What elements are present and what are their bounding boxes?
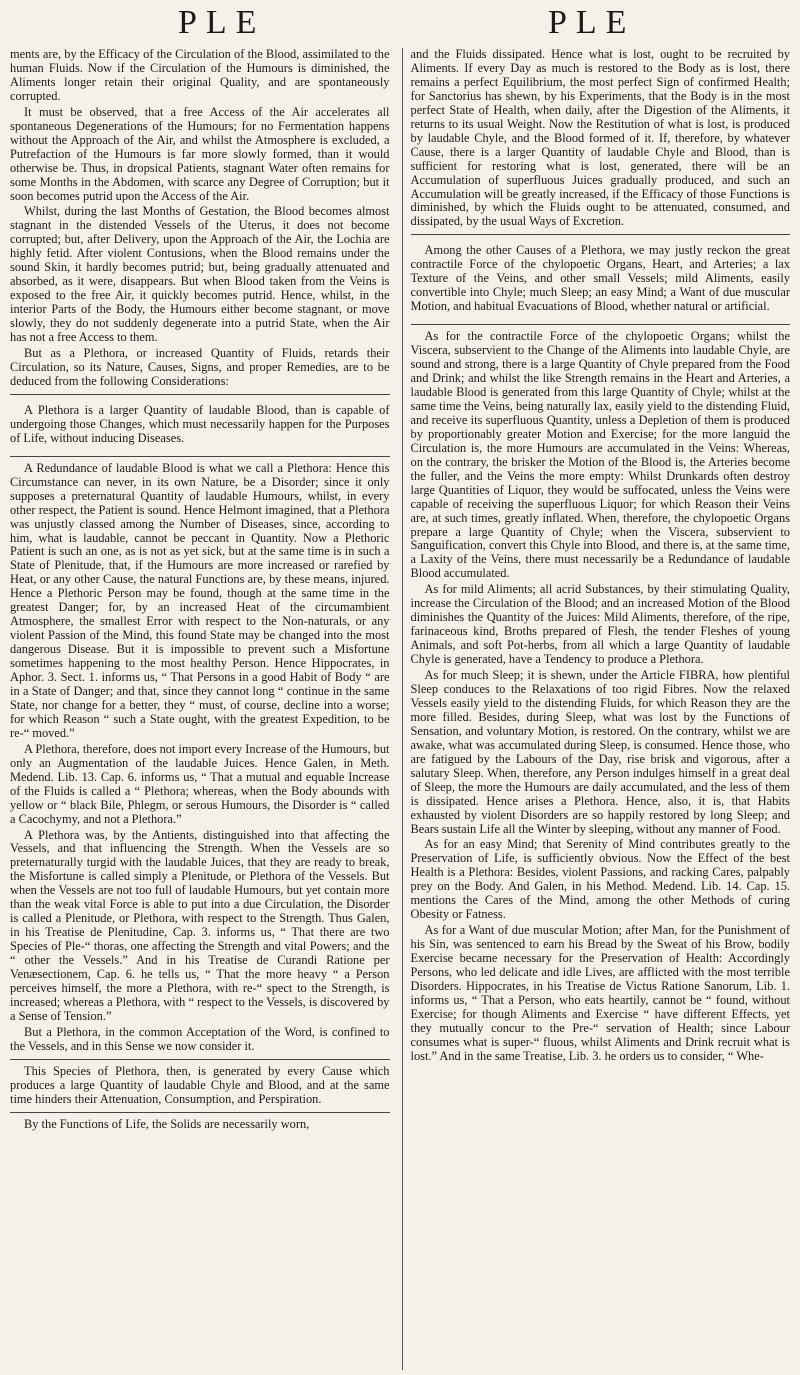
section-rule — [10, 1059, 390, 1060]
paragraph: A Plethora, therefore, does not import every Increase of the Humours, but only an Augmentation of the laudable Juices. Hence Galen, in Meth. Medend. Lib. 13. Cap. 6. informs us, “ That a mutual and equable Increase of the Fluids is called a “ Plethora; whereas, when the Body abounds with yellow or “ black Bile, Phlegm, or serous Humours, the Disorder is “ called a Cacochymy, and not a Plethora.” — [10, 741, 390, 826]
paragraph: As for a Want of due muscular Motion; after Man, for the Punishment of his Sin, was sentenced to earn his Bread by the Sweat of his Brow, bodily Exercise became necessary for the Preservation of Health: Accordingly Persons, who led delicate and idle Lives, are afflicted with the most terrible Disorders. Hippocrates, in his Treatise de Victus Ratione Sanorum, Lib. 1. informs us, “ That a Person, who eats heartily, cannot be “ found, without Exercise; for though Aliments and Exercise “ have different Effects, yet they mutually concur to the Pre-“ servation of Health; since Labour consumes what is super-“ fluous, whilst Aliments and Drink recruit what is lost.” And in the same Treatise, Lib. 3. he orders us to consider, “ Whe- — [410, 923, 790, 1063]
paragraph: This Species of Plethora, then, is generated by every Cause which produces a large Quantity of laudable Chyle and Blood, and at the same time hinders their Attenuation, Consumption, and Perspiration. — [10, 1063, 390, 1106]
paragraph: Among the other Causes of a Plethora, we may justly reckon the great contractile Force of the chylopoetic Organs, Heart, and Arteries; a lax Texture of the Veins, and other small Vessels; mild Aliments, easily convertible into Chyle; much Sleep; an easy Mind; a Want of due muscular Motion, and habitual Evacuations of Blood, whether natural or artificial. — [410, 243, 790, 314]
paragraph: As for an easy Mind; that Serenity of Mind contributes greatly to the Preservation of Life, is sufficiently obvious. Now the Effect of the best Health is a Plethora: Besides, violent Passions, and racking Cares, palpably prey on the Body. And Galen, in his Method. Medend. Lib. 14. Cap. 15. mentions the Cares of the Mind, among the other Methods of curing Obesity or Fatness. — [410, 837, 790, 922]
section-rule — [10, 394, 390, 395]
paragraph: As for much Sleep; it is shewn, under the Article FIBRA, how plentiful Sleep conduces to the Relaxations of too rigid Fibres. Now the relaxed Vessels easily yield to the distending Fluids, for which Reason they are the more filled. Besides, during Sleep, what was lost by the Functions of Sensation, and voluntary Motion, is restored. On the contrary, whilst we are awake, what was accumulated during Sleep, is consumed. Hence those, who are fatigued by the Labours of the Day, rise brisk and vigorous, after a salutary Sleep. When, therefore, any Person indulges himself in a great deal of Sleep, the more the Humours are daily accumulated, and the less of them is dissipated. Hence arises a Plethora. Hence, also, it is, that Habits exhausted by violent Disorders are so happily restored by long Sleep; and Bears sustain Life all the Winter by sleeping, without any manner of Food. — [410, 668, 790, 836]
running-header — [10, 0, 790, 48]
paragraph: But a Plethora, in the common Acceptation of the Word, is confined to the Vessels, and in this Sense we now consider it. — [10, 1024, 390, 1053]
section-rule — [411, 234, 791, 235]
paragraph: A Redundance of laudable Blood is what we call a Plethora: Hence this Circumstance can never, in its own Nature, be a Disorder; since it only supposes a preternatural Quantity of laudable Humours, whilst, in every other respect, the Patient is sound. Hence Helmont imagined, that a Plethora was unjustly classed among the Number of Diseases, since, according to him, what is laudable, cannot be peccant in Quantity. Now a Plethoric Patient is such an one, as is not as yet sick, but at the same time is in such a State of Plenitude, that, if the Humours are more increased or rarefied by Heat, or any other Cause, the natural Functions are, by these means, injured. Hence a Plethoric Person may be found, though at the same time in the greatest Danger; for, by an increased Heat of the circumambient Atmosphere, the smallest Error with respect to the Non-naturals, or any violent Passion of the Mind, this found State may be changed into the most dangerous Disease. But it is impossible to prevent such a Misfortune sometimes happening to the most healthy Person. Hence Hippocrates, in Aphor. 3. Sect. 1. informs us, “ That Persons in a good Habit of Body “ are in a State of Danger; and that, since they cannot long “ continue in the same State, nor change for a better, they “ must, of course, decline into a worse; for which Reason “ such a State ought, with the greatest Expedition, to be re-“ moved.” — [10, 460, 390, 740]
paragraph: Whilst, during the last Months of Gestation, the Blood becomes almost stagnant in the distended Vessels of the Uterus, it does not become corrupted; but, after Delivery, upon the Approach of the Air, the Lochia are highly fetid. After violent Contusions, when the Blood remains under the sound Skin, it hardly becomes putrid; but, being gradually attenuated and absorbed, as it were, disappears. But when Blood taken from the Veins is exposed to the free Air, it quickly becomes putrid. Hence, whilst, in the interior Parts of the Body, the Humours either become stagnant, or move slowly, they do not suddenly degenerate into a putrid State, when the Air has not a free Access to them. — [10, 204, 390, 345]
paragraph: and the Fluids dissipated. Hence what is lost, ought to be recruited by Aliments. If every Day as much is restored to the Body as is lost, there remains a perfect Equilibrium, the most perfect Sign of confirmed Health; for Sanctorius has shewn, by his Experiments, that the Body is in the most perfect State of Health, when daily, after the Digestion of the Aliments, it returns to its usual Weight. Now the Restitution of what is lost, is produced by laudable Chyle, and the Blood formed of it. If, therefore, by whatever Cause, there is a larger Quantity of laudable Chyle and Blood, than is sufficient for restoring what is lost, generated, there will be an Accumulation of superfluous Juices gradually produced, and such an Accumulation will be greatly increased, if the Efficacy of those Functions is diminished, by which the Fluids ought to be attenuated, consumed, and dissipated, by the usual Ways of Excretion. — [410, 48, 790, 229]
paragraph: By the Functions of Life, the Solids are necessarily worn, — [24, 1116, 310, 1131]
paragraph: ments are, by the Efficacy of the Circulation of the Blood, assimilated to the human Fluids. Now if the Circulation of the Humours is diminished, the Aliments longer retain their original Quality, and are spontaneously corrupted. — [10, 48, 390, 103]
text-columns — [10, 48, 790, 1370]
paragraph: As for mild Aliments; all acrid Substances, by their stimulating Quality, increase the Circulation of the Blood; and an increased Motion of the Blood diminishes the Quantity of the Juices: Mild Aliments, therefore, of the ripe, farinaceous kind, Broths prepared of Flesh, the tender Fleshes of young Animals, and soft Pot-herbs, from all which a large Quantity of laudable Chyle is generated, have a Tendency to produce a Plethora. — [410, 582, 790, 667]
section-rule — [411, 324, 791, 325]
header-right: PLE — [548, 4, 636, 41]
paragraph: A Plethora is a larger Quantity of laudable Blood, than is capable of undergoing those Changes, which must necessarily happen for the Purposes of Life, without inducing Diseases. — [10, 402, 390, 445]
paragraph: As for the contractile Force of the chylopoetic Organs; whilst the Viscera, subservient to the Change of the Aliments into laudable Chyle, are sound and strong, there is a large Quantity of Chyle prepared from the Food and Drink; and whilst the like Strength remains in the Heart and Arteries, a laudable Blood is generated from this large Quantity of Chyle; whilst at the same time the Veins, being naturally lax, easily yield to the distending Fluid, and receive its superfluous Quantity, unless a Depletion of them is produced by proportionably greater Motion and Exercise; for the more languid the Circulation is, the more Humours are accumulated in the Veins: Whereas, on the contrary, the brisker the Motion of the Blood is, the Arteries become the fuller, and the Veins the more empty: Whilst Drunkards often destroy large Quantities of Liquor, they would be suffocated, unless the Veins were capable of receiving the superfluous Liquor; for which Reason their Veins are, at such times, greatly inflated. When, therefore, the chylopoetic Organs prepare a large Quantity of Chyle; when the Viscera, subservient to Sanguification, convert this Chyle into Blood, and there is, at the same time, a Laxity of the Veins, there must necessarily be a Redundance of laudable Blood accumulated. — [410, 329, 790, 581]
section-rule — [10, 456, 390, 457]
header-left: PLE — [178, 4, 266, 41]
paragraph: It must be observed, that a free Access of the Air accelerates all spontaneous Degenerations of the Humours; for no Fermentation happens without the Approach of the Air, and whilst the Atmosphere is excluded, a Putrefaction of the Humours is far more slowly formed, than it would otherwise be. Thus, in dropsical Patients, stagnant Water often remains for some Months in the Abdomen, with scarce any Degree of Corruption; but it soon becomes putrid upon the Access of the Air. — [10, 104, 390, 203]
left-column — [10, 48, 390, 1370]
section-rule — [10, 1112, 390, 1113]
right-column — [402, 48, 791, 1370]
paragraph: A Plethora was, by the Antients, distinguished into that affecting the Vessels, and that influencing the Strength. When the Vessels are so preternaturally turgid with the laudable Juices, that they are ready to break, the Misfortune is called simply a Plenitude, or Plethora of the Vessels. But when the Vessels are not too full of laudable Humours, but yet contain more than the weak vital Force is able to put into a due Circulation, the Disorder is called a Plenitude, or Plethora, with respect to the Strength. Thus Galen, in his Treatise de Plenitudine, Cap. 3. informs us, “ That there are two Species of Ple-“ thoras, one affecting the Strength and vital Powers; and the “ other the Vessels.” And in his Treatise de Curandi Ratione per Venæsectionem, Cap. 6. he tells us, “ That the more heavy “ a Person perceives himself, the more a Plethora, with re-“ spect to the Strength, is increased; whereas a Plethora, with “ respect to the Vessels, is discovered by a Sense of Tension.” — [10, 827, 390, 1023]
paragraph: But as a Plethora, or increased Quantity of Fluids, retards their Circulation, so its Nature, Causes, Signs, and proper Remedies, are to be deduced from the following Considerations: — [10, 346, 390, 388]
